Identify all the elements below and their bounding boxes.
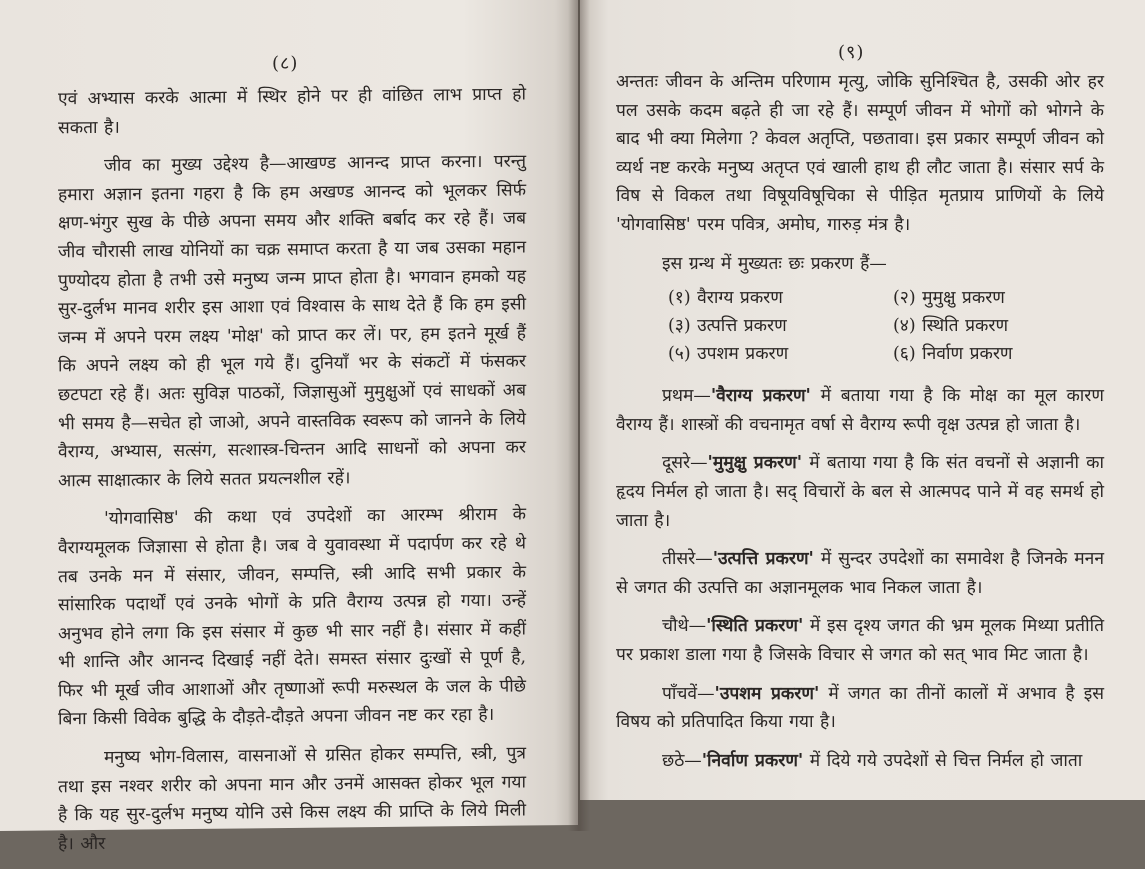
description-body: में बताया गया है कि संत वचनों से अज्ञानी का हृदय निर्मल हो जाता है। सद् विचारों के बल से आत्मपद पाने में वह समर्थ हो जाता है। xyxy=(616,453,1104,531)
description-prefix: चौथे— xyxy=(662,616,707,637)
left-paragraph-4: मनुष्य भोग-विलास, वासनाओं से ग्रसित होकर सम्पत्ति, स्त्री, पुत्र तथा इस नश्वर शरीर को अपना मान और उनमें आसक्त होकर भूल गया है कि यह सुर-दुर्लभ मनुष्य योनि उसे किस लक्ष्य की प्राप्ति के लिये मिली है। और xyxy=(58,743,526,855)
description-prefix: दूसरे— xyxy=(662,453,708,474)
description-prefix: पाँचवें— xyxy=(662,683,715,704)
left-page-text xyxy=(58,80,526,868)
right-page-text xyxy=(616,68,1104,785)
chapter-list xyxy=(668,284,1048,368)
description-title: 'स्थिति प्रकरण' xyxy=(706,616,804,637)
right-page-number: (९) xyxy=(838,42,865,63)
description-prefix: प्रथम— xyxy=(662,386,711,407)
chapter-description xyxy=(616,545,1104,602)
chapter-description xyxy=(616,747,1104,776)
right-intro-paragraph: अन्ततः जीवन के अन्तिम परिणाम मृत्यु, जोकि सुनिश्चित है, उसकी ओर हर पल उसके कदम बढ़ते ही जा रहे हैं। सम्पूर्ण जीवन में भोगों को भोगने के बाद भी क्या मिलेगा ? केवल अतृप्ति, पछतावा। इस प्रकार सम्पूर्ण जीवन को व्यर्थ नष्ट करके मनुष्य अतृप्त एवं खाली हाथ ही लौट जाता है। संसार सर्प के विष से विकल तथा विषूयविषूचिका से पीड़ित मृतप्राय प्राणियों के लिये 'योगवासिष्ठ' परम पवित्र, अमोघ, गारुड़ मंत्र है। xyxy=(616,72,1104,235)
left-page xyxy=(0,0,578,855)
right-page xyxy=(580,0,1145,800)
description-body: में सुन्दर उपदेशों का समावेश है जिनके मनन से जगत की उत्पत्ति का अज्ञानमूलक भाव निकल जाता है। xyxy=(616,549,1104,598)
description-title: 'निर्वाण प्रकरण' xyxy=(701,750,804,771)
chapter-item: (३) उत्पत्ति प्रकरण xyxy=(668,316,787,337)
left-paragraph-1: एवं अभ्यास करके आत्मा में स्थिर होने पर ही वांछित लाभ प्राप्त हो सकता है। xyxy=(58,84,526,138)
chapter-description xyxy=(616,612,1104,669)
description-body: में बताया गया है कि मोक्ष का मूल कारण वैराग्य हैं। शास्त्रों की वचनामृत वर्षा से वैराग्य रूपी वृक्ष उत्पन्न हो जाता है। xyxy=(616,386,1104,435)
chapter-description xyxy=(616,680,1104,737)
chapter-item: (४) स्थिति प्रकरण xyxy=(893,316,1009,337)
chapter-item: (२) मुमुक्षु प्रकरण xyxy=(893,288,1005,309)
chapter-description xyxy=(616,382,1104,439)
description-prefix: तीसरे— xyxy=(662,549,713,570)
description-title: 'वैराग्य प्रकरण' xyxy=(710,386,811,407)
chapter-list-intro: इस ग्रन्थ में मुख्यतः छः प्रकरण हैं— xyxy=(662,253,887,274)
chapter-item: (५) उपशम प्रकरण xyxy=(668,344,789,365)
left-paragraph-3: 'योगवासिष्ठ' की कथा एवं उपदेशों का आरम्भ श्रीराम के वैराग्यमूलक जिज्ञासा से होता है। जब वे युवावस्था में पदार्पण कर रहे थे तब उनके मन में संसार, जीवन, सम्पत्ति, स्त्री आदि सभी प्रकार के सांसारिक पदार्थों एवं उनके भोगों के प्रति वैराग्य उत्पन्न हो गया। उन्हें अनुभव होने लगा कि इस संसार में कुछ भी सार नहीं है। संसार में कहीं भी शान्ति और आनन्द दिखाई नहीं देते। समस्त संसार दुःखों से पूर्ण है, फिर भी मूर्ख जीव आशाओं और तृष्णाओं रूपी मरुस्थल के जल के पीछे बिना किसी विवेक बुद्धि के दौड़ते-दौड़ते अपना जीवन नष्ट कर रहा है। xyxy=(58,504,526,730)
description-body: में जगत का तीनों कालों में अभाव है इस विषय को प्रतिपादित किया गया है। xyxy=(616,683,1105,733)
description-body: में दिये गये उपदेशों से चित्त निर्मल हो जाता xyxy=(803,750,1083,771)
book-gutter xyxy=(568,0,590,831)
left-paragraph-2: जीव का मुख्य उद्देश्य है—आखण्ड आनन्द प्राप्त करना। परन्तु हमारा अज्ञान इतना गहरा है कि हम अखण्ड आनन्द को भूलकर सिर्फ क्षण-भंगुर सुख के पीछे अपना समय और शक्ति बर्बाद कर रहे हैं। जब जीव चौरासी लाख योनियों का चक्र समाप्त करता है या जब उसका महान पुण्योदय होता है तभी उसे मनुष्य जन्म प्राप्त होता है। भगवान हमको यह सुर-दुर्लभ मानव शरीर इस आशा एवं विश्वास के साथ देते हैं कि हम इसी जन्म में अपने परम लक्ष्य 'मोक्ष' को प्राप्त कर लें। पर, हम इतने मूर्ख हैं कि अपने लक्ष्य को ही भूल गये हैं। दुनियाँ भर के संकटों में फंसकर छटपटा रहे हैं। अतः सुविज्ञ पाठकों, जिज्ञासुओं मुमुक्षुओं एवं साधकों अब भी समय है—सचेत हो जाओ, अपने वास्तविक स्वरूप को जानने के लिये वैराग्य, अभ्यास, सत्संग, सत्शास्त्र-चिन्तन आदि साधनों को अपना कर आत्म साक्षात्कार के लिये सतत प्रयत्नशील रहें। xyxy=(58,151,526,492)
description-title: 'मुमुक्षु प्रकरण' xyxy=(707,453,803,474)
description-prefix: छठे— xyxy=(662,750,702,771)
chapter-description xyxy=(616,449,1104,535)
description-title: 'उपशम प्रकरण' xyxy=(714,683,820,704)
left-page-number: (८) xyxy=(272,52,299,75)
description-body: में इस दृश्य जगत की भ्रम मूलक मिथ्या प्रतीति पर प्रकाश डाला गया है जिसके विचार से जगत को सत् भाव मिट जाता है। xyxy=(616,616,1104,665)
chapter-item: (६) निर्वाण प्रकरण xyxy=(893,344,1013,365)
description-title: 'उत्पत्ति प्रकरण' xyxy=(712,549,814,570)
chapter-item: (१) वैराग्य प्रकरण xyxy=(668,288,783,309)
